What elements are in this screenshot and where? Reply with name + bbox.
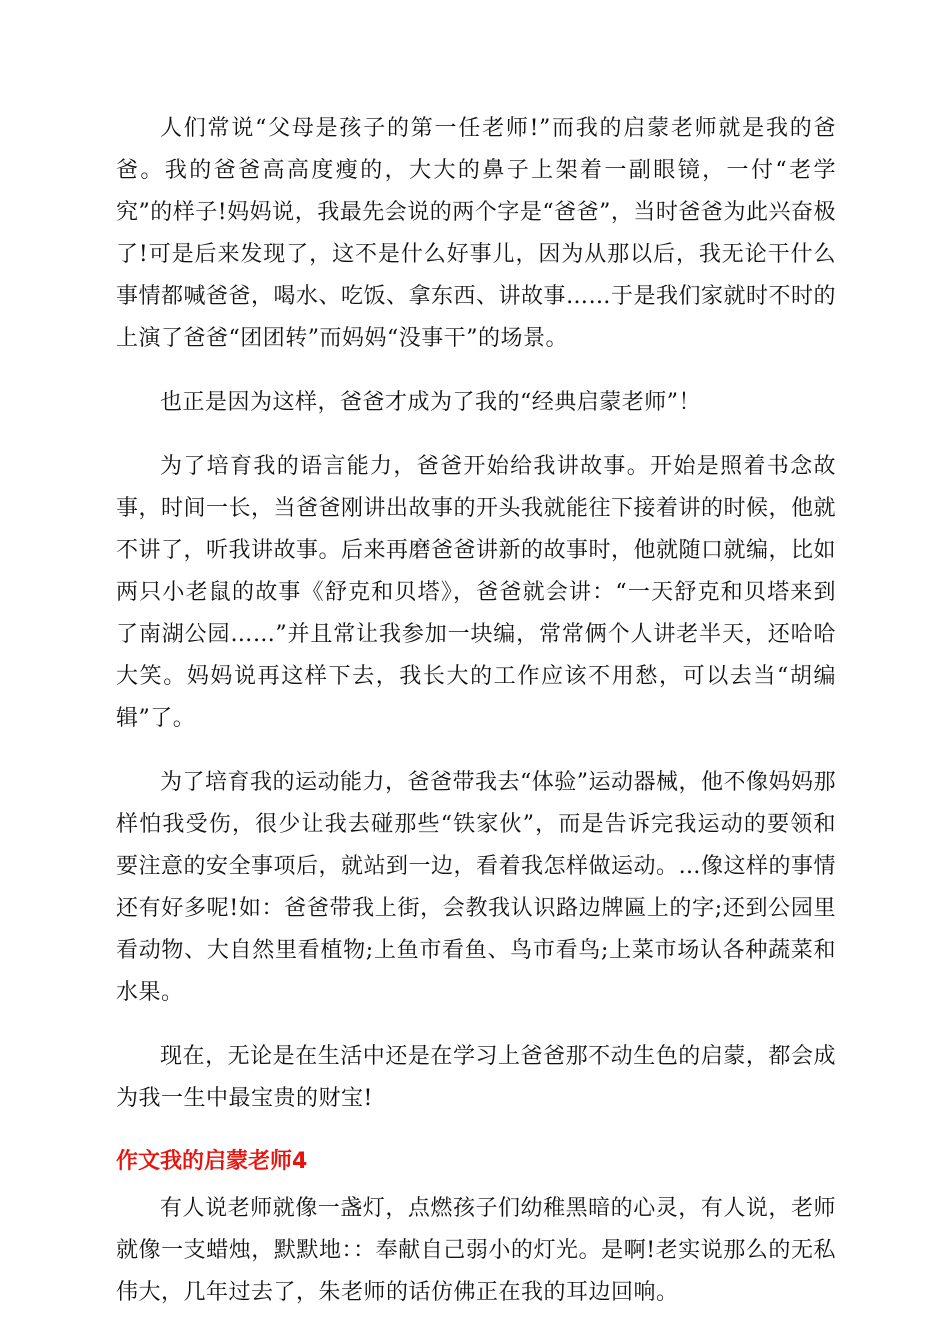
paragraph-1: 人们常说“父母是孩子的第一任老师!”而我的启蒙老师就是我的爸爸。我的爸爸高高度瘦的，大大的鼻子上架着一副眼镜，一付“老学究”的样子!妈妈说，我最先会说的两个字是“爸爸”，当时爸爸为此兴奋极了!可是后来发现了，这不是什么好事儿，因为从那以后，我无论干什么事情都喊爸爸，喝水、吃饭、拿东西、讲故事……于是我们家就时不时的上演了爸爸“团团转”而妈妈“没事干”的场景。 bbox=[116, 116, 837, 351]
paragraph-3: 为了培育我的语言能力，爸爸开始给我讲故事。开始是照着书念故事，时间一长，当爸爸刚讲出故事的开头我就能往下接着讲的时候，他就不讲了，听我讲故事。后来再磨爸爸讲新的故事时，他就随口就编，比如两只小老鼠的故事《舒克和贝塔》，爸爸就会讲：“一天舒克和贝塔来到了南湖公园……”并且常让我参加一块编，常常俩个人讲老半天，还哈哈大笑。妈妈说再这样下去，我长大的工作应该不用愁，可以去当“胡编辑”了。 bbox=[116, 454, 837, 731]
paragraph-4: 为了培育我的运动能力，爸爸带我去“体验”运动器械，他不像妈妈那样怕我受伤，很少让我去碰那些“铁家伙”，而是告诉完我运动的要领和要注意的安全事项后，就站到一边，看着我怎样做运动。…像这样的事情还有好多呢!如：爸爸带我上街，会教我认识路边牌匾上的字;还到公园里看动物、大自然里看植物;上鱼市看鱼、鸟市看鸟;上菜市场认各种蔬菜和水果。 bbox=[116, 770, 837, 1005]
paragraph-5: 现在，无论是在生活中还是在学习上爸爸那不动生色的启蒙，都会成为我一生中最宝贵的财宝! bbox=[116, 1044, 836, 1111]
section-heading: 作文我的启蒙老师4 bbox=[116, 1149, 308, 1174]
paragraph-2: 也正是因为这样，爸爸才成为了我的“经典启蒙老师”！ bbox=[160, 390, 701, 415]
document-body bbox=[116, 108, 836, 1336]
paragraph-6: 有人说老师就像一盏灯，点燃孩子们幼稚黑暗的心灵，有人说，老师就像一支蜡烛，默默地：：奉献自己弱小的灯光。是啊!老实说那么的无私伟大，几年过去了，朱老师的话仿佛正在我的耳边回响。 bbox=[116, 1196, 836, 1305]
